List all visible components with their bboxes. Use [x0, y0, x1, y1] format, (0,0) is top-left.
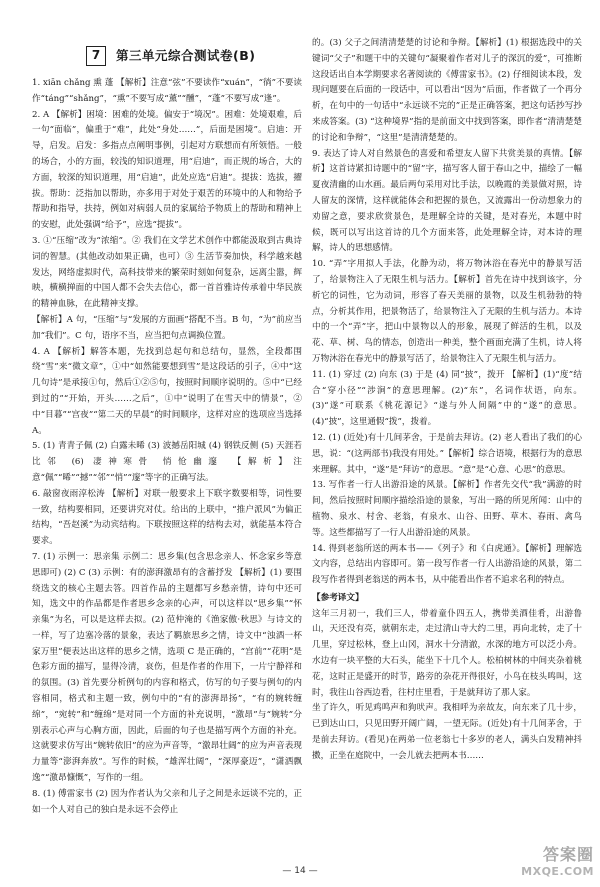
answer-paragraph: 6. 敲窗夜雨淳松涛 【解析】对联一般要求上下联字数要相等，词性要一致，结构要相同，还要讲究对仗。给出的上联中，“推户派风”为偏正结构，“吾赵溪”为动宾结构。下联按照这样的结构去对，就能基本符合要求。: [32, 488, 302, 547]
answer-paragraph: 的。(3) 父子之间清清楚楚的讨论和争辩。【解析】(1) 根据选段中的关键词“父子”和题干中的关键句“凝聚着作者对儿子的深沉的爱”，可推断这段话出自本学期要求名著阅读的《傅雷家书》。(2) 仔细阅读本段，发现问题要在后面的一段话中，可以看出“因为”后面，作者做了一个再分析，在句中的一句话中“永远谈不完的”正是正确答案，把这句话抄写抄来成答案。(3) “这种境界”指的是前面文中找到答案，即作者“清清楚楚的讨论和争辩”，“这里”是清清楚楚的。: [312, 38, 582, 143]
answer-paragraph: 14. 得到老翁所送的两本书——《列子》和《白虎通》。【解析】理解选文内容，总结出内容即可。第一段写作者一行人出游沿途的风景，第二段写作者得到老翁送的两本书，从中能看出作者不追求名利的特点。: [312, 543, 582, 586]
section-heading: 【参考译文】: [312, 592, 364, 603]
right-column: [312, 36, 582, 765]
page-number: — 14 —: [282, 866, 318, 876]
answer-paragraph: 这年三月初一，我们三人，带着童仆四五人，携带美酒佳肴，出游鲁山，天还没有亮，就朝东走，走过清山寺大约二里，再向北转，走了十几里，穿过松林，登上山冈，洞水十分清澈，水深的地方可以泛小舟。水边有一块平整的大石头，能坐下十几个人。松柏树林的中间夹杂着桃花，这时正是盛开的时节，路旁的杂花开得很好，小鸟在枝头鸣叫，这时，我往山谷西边看，往村庄里看，于是就拜访了那人家。: [312, 608, 582, 698]
answer-paragraph: 9. 表达了诗人对自然景色的喜爱和希望友人留下共赏美景的真情。【解析】这首诗紧扣诗题中的“留”字，描写客人留于春山之中，描绘了一幅夏夜清幽的山水画。最后两句采用对比手法，以晚霞的美景做对照，诗人留友的深情，这样就能体会和把握的景色，又流露出一份动想象力的劝留之意，要求欣赏景色，是理解全诗的关键，是对春光，本题中时候，既可以写出这首诗的几个方面来答，此处理解全诗，对本诗的理解，诗人的思想感情。: [312, 148, 582, 254]
answer-paragraph: 1. xiān chǎng 熏 蓬 【解析】注意“弦”不要读作“xuán”，“徜”不要读作“táng”“shǎng”，“熏”不要写成“薰”“醺”，“蓬”不要写成“逢”。: [32, 78, 302, 104]
answer-paragraph: 10. “弄”字用拟人手法，化静为动，将万物沐浴在春光中的静景写活了，给景物注入了无限生机与活力。【解析】首先在诗中找到该字，分析它的词性，它为动词，形容了春天美丽的景物，以及生机勃勃的特点，分析其作用，把景物活了，给景物注入了无限的生机与活力。本诗中的一个“弄”字，把山中景物以人的形象，展现了鲜活的生机，以及花、草、树、鸟的情态，创造出一种美，整个画面充满了生机，诗人将万物沐浴在春光中的静景写活了，给景物注入了无限生机与活力。: [312, 259, 582, 364]
page-title: 第三单元综合测试卷(B): [116, 48, 256, 64]
answer-paragraph: 12. (1) (近处)有十几间茅舍，于是前去拜访。(2) 老人看出了我们的心思，说：“(这两部书)我没有用处。”【解析】综合语境，根据行为的意思来理解。其中，“遂”是“拜访”的意思。“意”是“心意、心思”的意思。: [312, 432, 582, 475]
right-answers: [312, 36, 582, 765]
unit-number-badge: 7: [86, 46, 106, 66]
unit-header: [32, 36, 302, 76]
answer-paragraph: 2. A 【解析】困境：困难的处境。偏安于“境况”。困难：处境艰难，后一句“面临”，偏重于“难”，此处“身处……”，后面是困境”。启迪：开导，启发。启发：多指点点阐明事例，引起对方联想而有所领悟。一般的场合，小的方面，较浅的知识道理，用“启迪”，而正规的场合，大的方面，较深的知识道理，用“启迪”，此处应选“启迪”。提拔：选拔，擢拔。帮助：泛指加以帮助，亦多用于对处于艰苦的环境中的人和物给予帮助和指导，扶持，例如对病弱人员的家属给予物质上的帮助和精神上的安慰，此处强调“给予”，应选“提拔”。: [32, 109, 302, 231]
left-column: [32, 36, 302, 818]
watermark-logo: 答案圈: [542, 845, 594, 864]
answer-paragraph: 8. (1) 傅雷家书 (2) 因为作者认为父亲和儿子之间是永远谈不完的，正如一个人对自己的独白是永远不会停止: [32, 788, 302, 815]
answer-paragraph: 5. (1) 青青子佩 (2) 白露未晞 (3) 波撼岳阳城 (4) 钢铁反侧 (5) 天涯若比邻 (6) 凄神寒骨 悄怆幽邃 【解析】注意“佩”“晞”“撼”“邻”“悄”“邃”等字的正确写法。: [32, 441, 302, 483]
answer-paragraph: 13. 写作者一行人出游沿途的风景。【解析】作者先交代“我”满游的时间，然后按照时间顺序描绘沿途的景象，写出一路的所见所闻：山中的植物、泉水、村舍、老翁，有泉水、山谷、田野、草木、春雨、禽鸟等。这些都描写了一行人出游沿途的风景。: [312, 480, 582, 538]
answer-paragraph: 坐了许久，听见鸡鸣声和狗吠声。我相呼为亲故友，向东来了几十步，已到达山口，只见田野开阔广阔，一望无际。(近处)有十几间茅舍，于是前去拜访。(看见)在两弟一位老翁七十多岁的老人，满头白发精神抖擞，正坐在庭院中，一会儿就去把两本书……: [312, 703, 582, 761]
answer-paragraph: 3. ①“压缩”改为“浓缩”。② 我们在文学艺术创作中都能汲取到古典诗词的智慧。(其他改动如果正确，也可）③ 生活节奏加快，科学越来越发达，网络虚拟时代，高科技带来的繁荣时刻如何复杂，远离尘嚣，辉映，横横掸面的中国人都不会失去信心，都一首首雅诗传承着中华民族的精神血脉，在此精神支撑。: [32, 235, 302, 310]
answer-paragraph: 4. A 【解析】解答本题，先找到总起句和总结句，显然，全段都围绕“雪”来“微文章”，①中“如然能要想到雪”是这段话的引子，④中“这几句诗”是承接①句，然后①②⑤句，按照时间顺序说明的。⑤中“已经到过的”“开始，开头……之后”，①中“说明了在雪天中的情景”，②中“目暮”“宫夜”“第二天的早晨”的时间顺序，这样对应的选项应当选择A。: [32, 346, 302, 436]
answer-paragraph: 【解析】A 句，“压缩”与“发展的方面画”搭配不当。B 句，“为”前应当加“我们”。C 句，语序不当，应当把句点调换位置。: [32, 314, 302, 341]
left-answers: [32, 76, 302, 818]
watermark: [518, 842, 594, 882]
answer-paragraph: 11. (1) 穿过 (2) 向东 (3) 于是 (4) 同“披”，拨开 【解析】(1)“度”结合“穿小径”“涉涧”的意思理解。(2)“东”，名词作状语，向东。(3)“遂”可联系《桃花源记》“遂与外人间隔”中的“遂”的意思。(4)“披”，这里通假“拨”，拨着。: [312, 369, 582, 428]
watermark-text: MXQE.COM: [521, 865, 594, 878]
answer-paragraph: 7. (1) 示例一：思亲集 示例二：思乡集(包含思念亲人、怀念家乡等意思即可) (2) C (3) 示例：有的澎湃激昂有的含蓄抒发 【解析】(1) 要围绕选文的核心主题去答。四首作品的主题都写乡愁亲情，诗句中还可知，选文中的作品都是作者思乡念亲的心声，可以这样以“思乡集”“怀亲集”为名，可以是这样去拟。(2) 范仲淹的《渔家傲·秋思》与诗文的一样，写了边塞冷落的景象，表达了羁旅思乡之情，诗文中“浊酒一杯家万里”便表达出这样的思乡之情，选项 C 是正确的，“宫前”“花明”是色彩方面的描写，显得冷清，哀伤，但是作者的作用下，一片宁静祥和的氛围。(3) 首先要分析例句的内容和格式，仿写的句子要与例句的内容相同，格式和主题一致，例句中的“有的澎湃昂扬”，“有的婉转缠绵”，“宛转”和“缠绵”是对同一个方面的补充说明，“激昂”与“婉转”分别表示心声与心胸方面，因此，后面的句子也是描写两个方面的补充。这就要求仿写出“婉转依旧”的应为声音等，“激昂壮阔”的应为声音表现力量等“澎湃奔放”。写作的时候，“雄浑壮阔”，“深厚豪迈”，“潇洒飘逸”“激昂慷慨”，写作的一组。: [32, 551, 302, 784]
